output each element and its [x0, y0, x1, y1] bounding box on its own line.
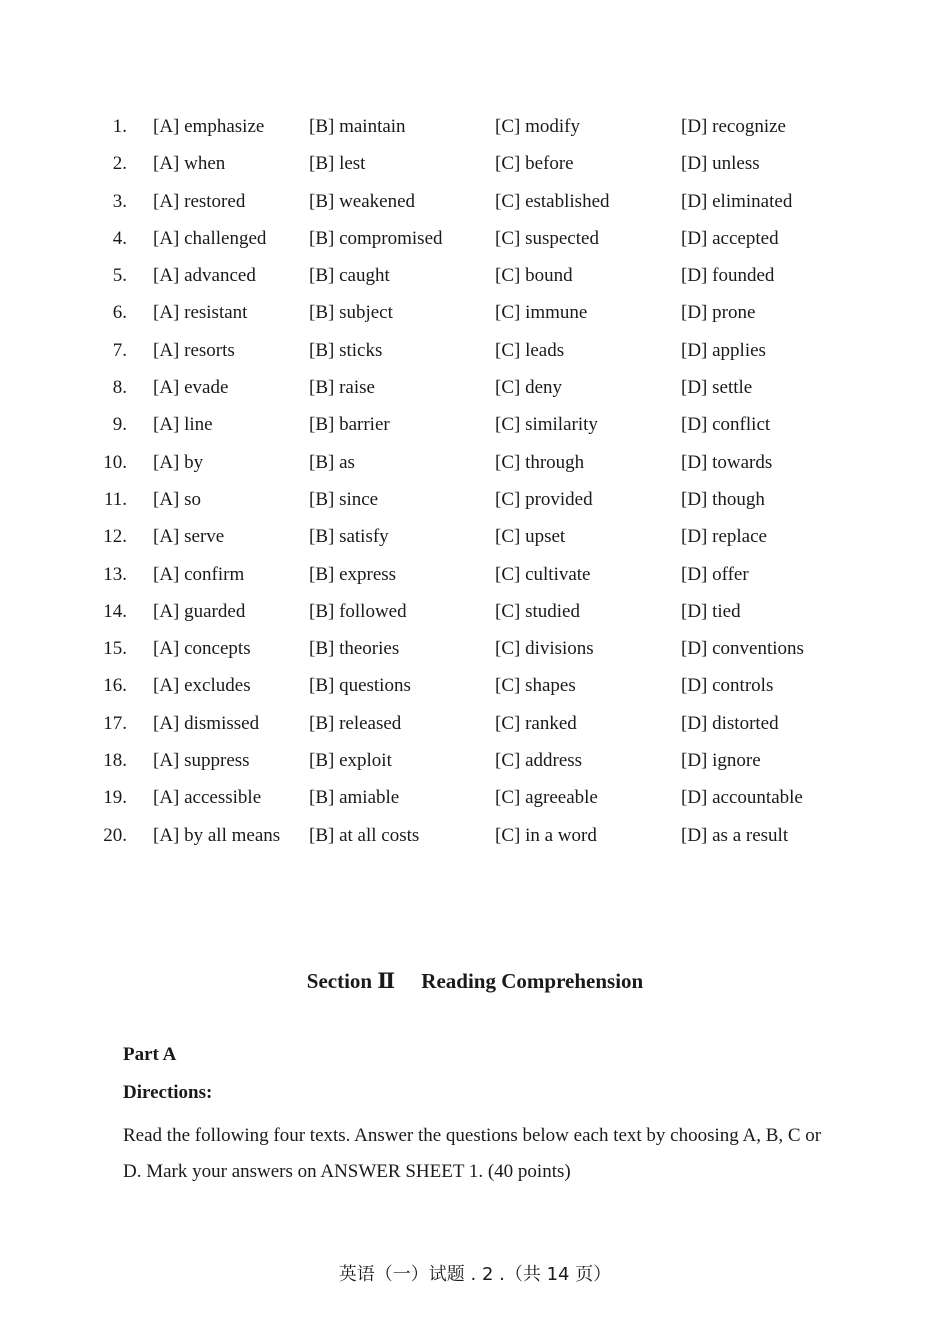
question-row	[0, 522, 950, 559]
option-c: [C] established	[495, 190, 610, 212]
question-number: 9.	[112, 414, 127, 436]
option-c: [C] leads	[495, 339, 565, 361]
option-d: [D] ignore	[681, 750, 761, 772]
question-row	[0, 224, 950, 261]
question-number: 6.	[112, 302, 127, 324]
option-d: [D] conventions	[681, 638, 804, 660]
option-d: [D] accountable	[681, 787, 803, 809]
question-number: 4.	[112, 227, 127, 249]
option-b: [B] released	[309, 712, 402, 734]
question-number: 14.	[103, 600, 127, 622]
option-d: [D] founded	[681, 265, 775, 287]
option-a: [A] emphasize	[153, 116, 265, 137]
option-b: [B] sticks	[309, 339, 383, 361]
option-a: [A] when	[153, 153, 226, 175]
question-number: 16.	[103, 675, 127, 697]
option-a: [A] guarded	[153, 600, 246, 622]
option-c: [C] address	[495, 750, 583, 772]
question-row	[0, 298, 950, 335]
option-a: [A] suppress	[153, 750, 250, 772]
question-number: 10.	[103, 451, 127, 473]
directions-heading: Directions:	[123, 1082, 213, 1103]
option-d: [D] controls	[681, 675, 774, 697]
option-a: [A] restored	[153, 190, 246, 212]
option-d: [D] settle	[681, 377, 753, 399]
option-a: [A] resorts	[153, 339, 235, 361]
option-c: [C] before	[495, 153, 574, 175]
question-number: 5.	[112, 265, 127, 287]
page-footer: 英语（一）试题 . 2 .（共 14 页）	[338, 1264, 612, 1285]
question-number: 20.	[103, 824, 127, 846]
question-number: 13.	[103, 563, 127, 585]
option-c: [C] ranked	[495, 712, 577, 734]
option-d: [D] towards	[681, 451, 773, 473]
option-c: [C] similarity	[495, 414, 598, 436]
option-c: [C] in a word	[495, 824, 597, 846]
option-b: [B] express	[309, 563, 397, 585]
option-d: [D] replace	[681, 526, 767, 548]
directions-text: Read the following four texts. Answer the questions below each text by choosing A, B, C or D. Mark your answers on ANSWER SHEET 1. (40 points)	[123, 1125, 822, 1182]
option-a: [A] excludes	[153, 675, 251, 697]
option-b: [B] raise	[309, 377, 375, 399]
question-row	[0, 560, 950, 597]
option-a: [A] advanced	[153, 265, 256, 287]
option-list	[0, 112, 950, 858]
option-c: [C] suspected	[495, 227, 599, 249]
option-c: [C] deny	[495, 377, 563, 399]
question-row	[0, 485, 950, 522]
question-row	[0, 112, 950, 149]
option-b: [B] maintain	[309, 116, 406, 137]
question-row	[0, 410, 950, 447]
option-d: [D] eliminated	[681, 190, 793, 212]
option-a: [A] accessible	[153, 787, 262, 809]
question-number: 1.	[112, 116, 127, 137]
question-row	[0, 149, 950, 186]
question-number: 17.	[103, 712, 127, 734]
option-c: [C] studied	[495, 600, 580, 622]
part-label: Part A	[123, 1044, 177, 1065]
option-d: [D] distorted	[681, 712, 779, 734]
option-d: [D] conflict	[681, 414, 771, 436]
option-b: [B] compromised	[309, 227, 443, 249]
option-a: [A] serve	[153, 526, 225, 548]
option-d: [D] offer	[681, 563, 749, 585]
option-b: [B] as	[309, 451, 355, 473]
question-row	[0, 783, 950, 820]
option-c: [C] agreeable	[495, 787, 598, 809]
option-b: [B] followed	[309, 600, 407, 622]
option-d: [D] as a result	[681, 824, 789, 846]
option-c: [C] bound	[495, 265, 573, 287]
option-d: [D] unless	[681, 153, 760, 175]
question-row	[0, 261, 950, 298]
question-number: 12.	[103, 526, 127, 548]
question-row	[0, 634, 950, 671]
option-b: [B] at all costs	[309, 824, 420, 846]
question-row	[0, 187, 950, 224]
option-a: [A] dismissed	[153, 712, 260, 734]
option-c: [C] provided	[495, 488, 593, 510]
option-b: [B] lest	[309, 153, 366, 175]
question-number: 2.	[112, 153, 127, 175]
option-b: [B] theories	[309, 638, 400, 660]
question-number: 18.	[103, 750, 127, 772]
option-c: [C] upset	[495, 526, 566, 548]
option-d: [D] accepted	[681, 227, 779, 249]
option-a: [A] confirm	[153, 563, 245, 585]
section-title: Section Ⅱ Reading Comprehension	[306, 969, 644, 993]
option-c: [C] shapes	[495, 675, 576, 697]
option-d: [D] though	[681, 488, 765, 510]
question-number: 7.	[112, 339, 127, 361]
option-a: [A] line	[153, 414, 213, 436]
option-d: [D] applies	[681, 339, 766, 361]
option-b: [B] since	[309, 488, 379, 510]
option-b: [B] amiable	[309, 787, 400, 809]
option-a: [A] resistant	[153, 302, 248, 324]
option-c: [C] modify	[495, 116, 580, 137]
question-number: 11.	[103, 488, 127, 510]
question-number: 8.	[112, 377, 127, 399]
option-b: [B] barrier	[309, 414, 390, 436]
question-row	[0, 448, 950, 485]
question-row	[0, 709, 950, 746]
option-b: [B] weakened	[309, 190, 416, 212]
option-d: [D] tied	[681, 600, 741, 622]
option-d: [D] recognize	[681, 116, 786, 137]
option-b: [B] subject	[309, 302, 393, 324]
question-row	[0, 671, 950, 708]
option-b: [B] caught	[309, 265, 390, 287]
question-row	[0, 821, 950, 858]
option-c: [C] divisions	[495, 638, 594, 660]
option-a: [A] evade	[153, 377, 229, 399]
question-row	[0, 373, 950, 410]
question-number: 15.	[103, 638, 127, 660]
option-a: [A] by all means	[153, 824, 281, 846]
option-c: [C] immune	[495, 302, 588, 324]
option-c: [C] through	[495, 451, 585, 473]
option-a: [A] so	[153, 488, 202, 510]
question-row	[0, 746, 950, 783]
option-b: [B] satisfy	[309, 526, 389, 548]
option-a: [A] challenged	[153, 227, 267, 249]
question-row	[0, 336, 950, 373]
question-number: 19.	[103, 787, 127, 809]
option-d: [D] prone	[681, 302, 756, 324]
question-number: 3.	[112, 190, 127, 212]
option-a: [A] by	[153, 451, 204, 473]
option-b: [B] questions	[309, 675, 411, 697]
option-b: [B] exploit	[309, 750, 392, 772]
option-a: [A] concepts	[153, 638, 251, 660]
question-row	[0, 597, 950, 634]
option-c: [C] cultivate	[495, 563, 591, 585]
